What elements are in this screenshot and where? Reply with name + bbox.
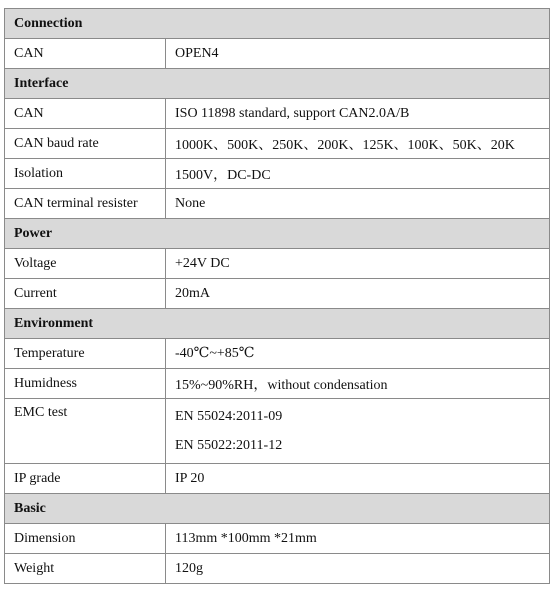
row-label: Current: [5, 279, 166, 309]
row-value-line: EN 55024:2011-09: [175, 409, 283, 424]
row-label: EMC test: [5, 399, 166, 464]
row-value-cell: 120g: [166, 554, 550, 584]
row-value-cell: None: [166, 189, 550, 219]
table-row: [5, 554, 550, 584]
row-label: Isolation: [5, 159, 166, 189]
row-value-cell: 15%~90%RH，without condensation: [166, 369, 550, 399]
table-row: [5, 159, 550, 189]
row-label: Voltage: [5, 249, 166, 279]
section-title: Interface: [5, 69, 550, 99]
row-value-cell: 1500V，DC-DC: [166, 159, 550, 189]
row-value-cell: -40℃~+85℃: [166, 339, 550, 369]
table-row: [5, 369, 550, 399]
spec-table-body: [5, 9, 550, 584]
table-row: [5, 464, 550, 494]
table-row: [5, 279, 550, 309]
section-header-row: [5, 219, 550, 249]
row-label: CAN baud rate: [5, 129, 166, 159]
row-value-cell: IP 20: [166, 464, 550, 494]
table-row: [5, 189, 550, 219]
row-value-cell: ISO 11898 standard, support CAN2.0A/B: [166, 99, 550, 129]
row-label: CAN: [5, 99, 166, 129]
table-row: [5, 129, 550, 159]
row-label: IP grade: [5, 464, 166, 494]
row-label: Temperature: [5, 339, 166, 369]
row-label: Weight: [5, 554, 166, 584]
row-label: CAN terminal resister: [5, 189, 166, 219]
row-label: Dimension: [5, 524, 166, 554]
spec-table: [4, 8, 550, 584]
table-row: [5, 399, 550, 464]
row-value-cell: 1000K、500K、250K、200K、125K、100K、50K、20K: [166, 129, 550, 159]
section-title: Basic: [5, 494, 550, 524]
row-value-cell: [166, 399, 550, 464]
row-value-line: EN 55022:2011-12: [175, 438, 283, 453]
table-row: [5, 39, 550, 69]
table-row: [5, 339, 550, 369]
table-row: [5, 524, 550, 554]
section-header-row: [5, 9, 550, 39]
section-title: Power: [5, 219, 550, 249]
section-header-row: [5, 309, 550, 339]
row-label: Humidness: [5, 369, 166, 399]
row-value-cell: OPEN4: [166, 39, 550, 69]
table-row: [5, 249, 550, 279]
table-row: [5, 99, 550, 129]
section-header-row: [5, 69, 550, 99]
row-value-cell: 113mm *100mm *21mm: [166, 524, 550, 554]
section-header-row: [5, 494, 550, 524]
section-title: Environment: [5, 309, 550, 339]
row-value-cell: 20mA: [166, 279, 550, 309]
section-title: Connection: [5, 9, 550, 39]
row-value-cell: +24V DC: [166, 249, 550, 279]
row-label: CAN: [5, 39, 166, 69]
